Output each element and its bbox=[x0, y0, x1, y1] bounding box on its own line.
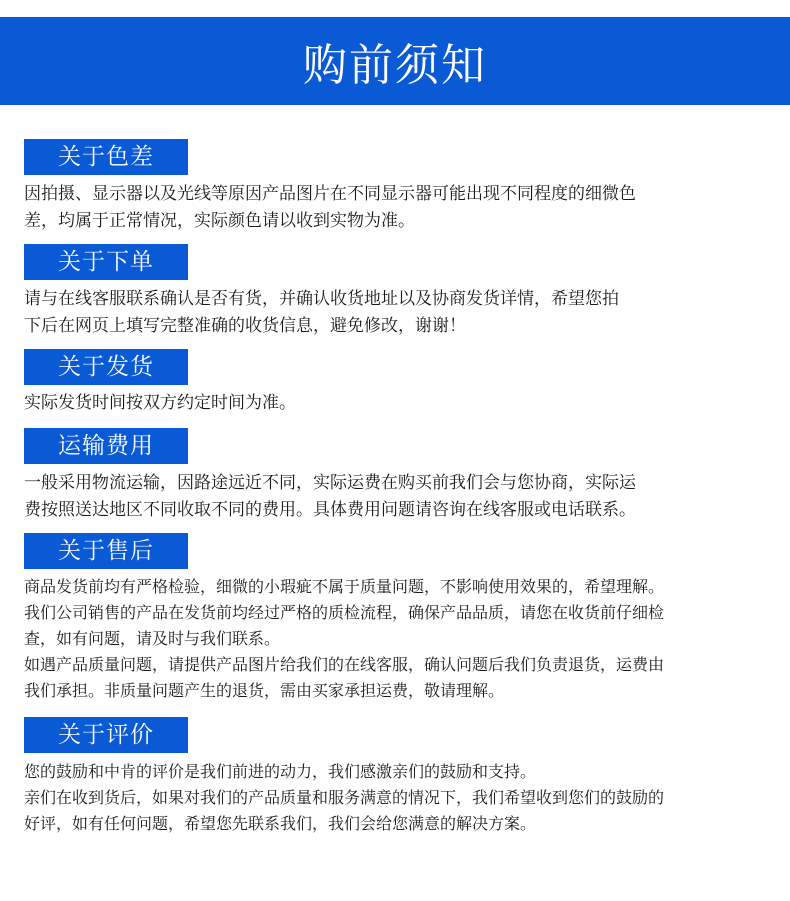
section-line: 实际发货时间按双方约定时间为准。 bbox=[24, 393, 296, 413]
section-line: 如遇产品质量问题，请提供产品图片给我们的在线客服，确认问题后我们负责退货，运费由 bbox=[24, 655, 665, 674]
section-line: 因拍摄、显示器以及光线等原因产品图片在不同显示器可能出现不同程度的细微色 bbox=[24, 184, 636, 204]
section-line: 一般采用物流运输，因路途远近不同，实际运费在购买前我们会与您协商，实际运 bbox=[24, 473, 636, 493]
section-line: 费按照送达地区不同收取不同的费用。具体费用问题请咨询在线客服或电话联系。 bbox=[24, 500, 636, 520]
section-shipping bbox=[24, 349, 768, 417]
section-line: 我们承担。非质量问题产生的退货，需由买家承担运费，敬请理解。 bbox=[24, 681, 505, 700]
section-line: 我们公司销售的产品在发货前均经过严格的质检流程，确保产品品质，请您在收货前仔细检 bbox=[24, 603, 665, 622]
section-line: 查，如有问题，请及时与我们联系。 bbox=[24, 629, 281, 648]
section-heading: 关于评价 bbox=[24, 717, 188, 753]
section-after-sales bbox=[24, 533, 768, 704]
section-heading: 关于色差 bbox=[24, 139, 188, 175]
section-color-difference bbox=[24, 139, 768, 235]
section-line: 亲们在收到货后，如果对我们的产品质量和服务满意的情况下，我们希望收到您们的鼓励的 bbox=[24, 788, 665, 807]
title-banner bbox=[0, 17, 790, 105]
section-line: 请与在线客服联系确认是否有货，并确认收货地址以及协商发货详情，希望您拍 bbox=[24, 289, 619, 309]
section-heading: 关于下单 bbox=[24, 244, 188, 280]
section-line: 差，均属于正常情况，实际颜色请以收到实物为准。 bbox=[24, 211, 415, 231]
section-line: 商品发货前均有严格检验，细微的小瑕疵不属于质量问题，不影响使用效果的，希望理解。 bbox=[24, 577, 665, 596]
section-freight bbox=[24, 428, 768, 524]
section-ordering bbox=[24, 244, 768, 340]
section-reviews bbox=[24, 717, 768, 837]
section-line: 好评，如有任何问题，希望您先联系我们，我们会给您满意的解决方案。 bbox=[24, 814, 537, 833]
section-line: 下后在网页上填写完整准确的收货信息，避免修改，谢谢！ bbox=[24, 316, 466, 336]
section-heading: 关于发货 bbox=[24, 349, 188, 385]
section-line: 您的鼓励和中肯的评价是我们前进的动力，我们感激亲们的鼓励和支持。 bbox=[24, 762, 537, 781]
section-heading: 运输费用 bbox=[24, 428, 188, 464]
page-title: 购前须知 bbox=[303, 40, 487, 91]
section-heading: 关于售后 bbox=[24, 533, 188, 569]
